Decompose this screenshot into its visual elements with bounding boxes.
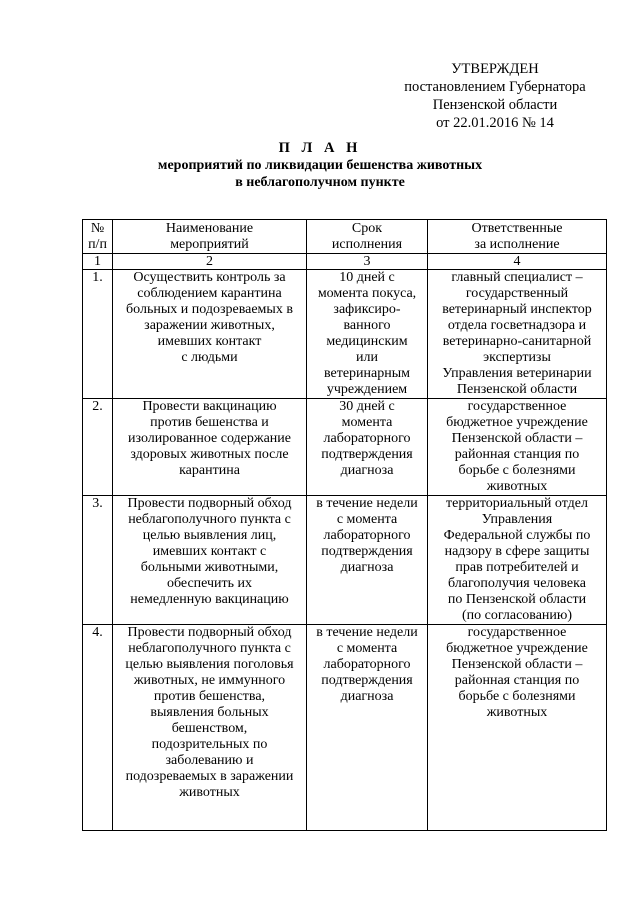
header-cell	[113, 220, 307, 254]
header-line: мероприятий	[170, 237, 249, 252]
cell-line: Пензенской области	[456, 382, 578, 397]
plan-subtitle: в неблагополучном пункте	[235, 175, 405, 190]
cell-line: подтверждения	[321, 673, 413, 688]
cell-line: неблагополучного пункта с	[128, 641, 291, 656]
cell-line: подозрительных по	[151, 737, 268, 752]
header-cell	[428, 220, 607, 254]
cell-line: больными животными,	[140, 560, 279, 575]
table-row	[83, 270, 607, 399]
cell-line: с людьми	[181, 350, 238, 365]
cell-line: надзору в сфере защиты	[444, 544, 590, 559]
column-number-row	[83, 254, 607, 270]
cell-line: лабораторного	[323, 528, 411, 543]
cell-line: Пензенской области –	[451, 431, 583, 446]
cell-line: животных	[179, 785, 240, 800]
cell-line: борьбе с болезнями	[458, 689, 576, 704]
cell-line: Провести подворный обход	[127, 625, 292, 640]
cell-num: 1.	[83, 270, 113, 399]
cell-line: в течение недели	[316, 625, 418, 640]
header-line: п/п	[88, 237, 107, 252]
cell-line: бюджетное учреждение	[446, 641, 588, 656]
cell-line: соблюдением карантина	[137, 286, 282, 301]
cell-line: медицинским	[326, 334, 408, 349]
cell-line: Провести подворный обход	[127, 496, 292, 511]
cell-line: прав потребителей и	[455, 560, 579, 575]
cell-responsible	[428, 496, 607, 625]
cell-line: районная станция по	[454, 447, 580, 462]
approval-line: УТВЕРЖДЕН	[451, 61, 539, 77]
cell-line: борьбе с болезнями	[458, 463, 576, 478]
cell-line: карантина	[179, 463, 240, 478]
cell-line: ветеринарный инспектор	[442, 302, 592, 317]
cell-line: лабораторного	[323, 657, 411, 672]
cell-line: подтверждения	[321, 447, 413, 462]
cell-measure	[113, 270, 307, 399]
table-row	[83, 496, 607, 625]
approval-stamp	[370, 60, 620, 132]
cell-line: выявления больных	[150, 705, 269, 720]
cell-line: животных	[486, 479, 548, 494]
header-line: №	[90, 221, 105, 236]
cell-line: целью выявления лиц,	[142, 528, 277, 543]
cell-line: районная станция по	[454, 673, 580, 688]
cell-measure	[113, 496, 307, 625]
header-line: Наименование	[165, 221, 254, 236]
cell-line: ветеринарно-санитарной	[442, 334, 592, 349]
approval-line: Пензенской области	[432, 97, 558, 113]
cell-line: неблагополучного пункта с	[128, 512, 291, 527]
approval-line: от 22.01.2016 № 14	[436, 115, 554, 131]
cell-line: подтверждения	[321, 544, 413, 559]
cell-line: учреждением	[326, 382, 408, 397]
cell-line: изолированное содержание	[128, 431, 291, 446]
cell-measure	[113, 625, 307, 831]
cell-responsible	[428, 270, 607, 399]
table-row	[83, 625, 607, 831]
header-line: исполнения	[331, 237, 403, 252]
cell-line: против бешенства,	[153, 689, 266, 704]
table-body	[83, 270, 607, 831]
cell-line: против бешенства и	[150, 415, 269, 430]
plan-subtitle: мероприятий по ликвидации бешенства животных	[157, 158, 483, 173]
cell-deadline	[307, 625, 428, 831]
cell-num: 2.	[83, 399, 113, 496]
cell-responsible	[428, 399, 607, 496]
cell-line: благополучия человека	[448, 576, 586, 591]
cell-line: территориальный отдел	[446, 496, 588, 511]
measures-table	[82, 219, 607, 831]
header-line: Ответственные	[471, 221, 563, 236]
cell-line: экспертизы	[483, 350, 551, 365]
cell-line: заражении животных,	[144, 318, 275, 333]
cell-line: с момента	[336, 641, 398, 656]
cell-line: ветеринарным	[323, 366, 411, 381]
cell-line: Провести вакцинацию	[142, 399, 277, 414]
cell-line: имевших контакт с	[152, 544, 267, 559]
column-number: 3	[307, 254, 428, 270]
cell-line: бюджетное учреждение	[446, 415, 588, 430]
cell-line: с момента	[336, 512, 398, 527]
cell-line: лабораторного	[323, 431, 411, 446]
cell-line: больных и подозреваемых в	[126, 302, 293, 317]
cell-line: государственный	[465, 286, 569, 301]
cell-line: животных	[486, 705, 548, 720]
column-number: 1	[83, 254, 113, 270]
table-row	[83, 399, 607, 496]
cell-line: здоровых животных после	[130, 447, 289, 462]
cell-responsible	[428, 625, 607, 831]
cell-line: 10 дней с	[339, 270, 395, 285]
cell-line: или	[356, 350, 378, 365]
cell-deadline	[307, 399, 428, 496]
cell-line: момента покуса,	[317, 286, 417, 301]
cell-num: 3.	[83, 496, 113, 625]
cell-line: Пензенской области –	[451, 657, 583, 672]
cell-line: Управления	[481, 512, 553, 527]
cell-line: животных, не иммунного	[133, 673, 286, 688]
cell-line: государственное	[467, 625, 567, 640]
cell-line: ванного	[343, 318, 391, 333]
cell-line: момента	[341, 415, 393, 430]
cell-line: диагноза	[340, 560, 394, 575]
cell-line: (по согласованию)	[461, 608, 573, 623]
cell-line: государственное	[467, 399, 567, 414]
cell-line: 30 дней с	[339, 399, 395, 414]
plan-heading: П Л А Н	[278, 140, 362, 156]
cell-deadline	[307, 270, 428, 399]
header-line: за исполнение	[474, 237, 560, 252]
cell-line: главный специалист –	[451, 270, 583, 285]
header-cell	[307, 220, 428, 254]
cell-line: диагноза	[340, 689, 394, 704]
cell-deadline	[307, 496, 428, 625]
cell-line: целью выявления поголовья	[125, 657, 294, 672]
cell-line: в течение недели	[316, 496, 418, 511]
header-line: Срок	[351, 221, 383, 236]
cell-line: по Пензенской области	[447, 592, 587, 607]
column-number: 4	[428, 254, 607, 270]
cell-line: имевших контакт	[157, 334, 262, 349]
cell-line: заболеванию и	[165, 753, 254, 768]
plan-title	[0, 140, 640, 191]
cell-line: Управления ветеринарии	[442, 366, 592, 381]
column-number: 2	[113, 254, 307, 270]
cell-line: обеспечить их	[166, 576, 253, 591]
cell-line: бешенством,	[171, 721, 248, 736]
cell-line: зафиксиро-	[333, 302, 401, 317]
cell-num: 4.	[83, 625, 113, 831]
cell-line: диагноза	[340, 463, 394, 478]
cell-line: немедленную вакцинацию	[130, 592, 289, 607]
approval-line: постановлением Губернатора	[404, 79, 586, 95]
header-cell	[83, 220, 113, 254]
cell-line: Осуществить контроль за	[133, 270, 286, 285]
cell-line: Федеральной службы по	[443, 528, 591, 543]
cell-line: подозреваемых в заражении	[125, 769, 294, 784]
cell-line: отдела госветнадзора и	[447, 318, 587, 333]
table-header-row	[83, 220, 607, 254]
cell-measure	[113, 399, 307, 496]
